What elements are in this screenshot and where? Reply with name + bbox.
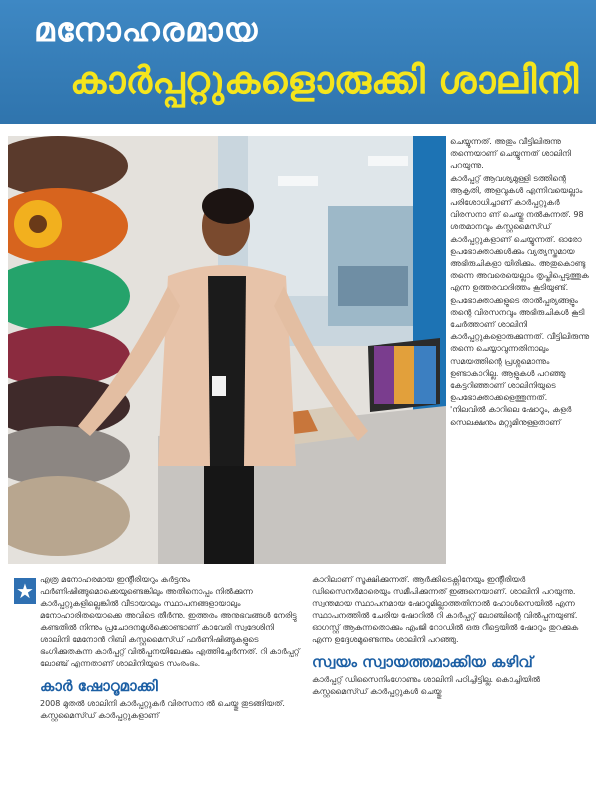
left-bottom-column: [40, 574, 302, 722]
intro-paragraph: എത്ര മനോഹരമായ ഇന്റീരിയറും കർട്ടനും ഫർണിഷിങ്ങുമൊക്കെയുണ്ടെങ്കിലും അതിനൊപ്പം നിൽക്കുന്ന കാർപ്പറ്റുകളില്ലെങ്കിൽ വീടായാലും സ്ഥാപനങ്ങളായാലും മനോഹാരിതയൊക്കെ അവിടെ തീർന്നു. ഇത്തരം അനുഭവങ്ങൾ നേരിട്ടു കണ്ടതിൽ നിന്നും പ്രചോദനമുൾക്കൊണ്ടാണ് കാവേരി സ്വദേശിനി ശാലിനി മേനോൻ റിബി കസ്റ്റമൈസ്ഡ് ഫർണിഷിങ്ങുകളുടെ ഭംഗിക്കുതകുന്ന കാർപ്പറ്റ് വിൽപ്പനയിലേക്കും എത്തിച്ചേർന്നത്. റി കാർപ്പറ്റ് ലോഞ്ച് എന്നതാണ് ശാലിനിയുടെ സംരംഭം.: [40, 575, 300, 668]
photo-illustration: [8, 136, 446, 564]
right-paragraph-2: കാർപ്പറ്റ് ആവശ്യമുള്ളി ടത്തിന്റെ ആകൃതി, അളവുകൾ എന്നിവയെല്ലാം പരിശോധിച്ചാണ് കാർപ്പറ്റുകർ വിരസനാ ണ് ചെയ്തു നൽകുന്നത്. 98 ശതമാനവും കസ്റ്റമൈസ്ഡ് കാർപ്പറ്റുകളാണ് ചെയ്യുന്നത്. ഓരോ ഉപഭോക്താക്കൾക്കും വ്യത്യസ്തമായ അഭിരുചികളാ യിരിക്കും. അതുകൊണ്ടു തന്നെ അവരെയെല്ലാം തൃപ്തിപ്പെടുത്തുക എന്ന ഉത്തരവാദിത്തം കൂടിയുണ്ട്. ഉപഭോക്താക്കളുടെ താൽപ്പര്യങ്ങളും തന്റെ വിരസനവും അഭിരുചികൾ കൂടി ചേർത്താണ് ശാലിനി കാർപ്പറ്റുകളൊരുക്കുന്നത്. വീട്ടിലിരുന്നു തന്നെ ചെയ്യാവുന്നതിനാലും സമയത്തിന്റെ പ്രശ്നമൊന്നും ഉണ്ടാകാറില്ല. ആളുകൾ പറഞ്ഞു കേട്ടറിഞ്ഞാണ് ശാലിനിയുടെ ഉപഭോക്താക്കളെത്തുന്നത്.: [450, 173, 590, 403]
headline-line-1: മനോഹരമായ: [34, 10, 259, 49]
headline-banner: [0, 0, 596, 124]
article-photo: [8, 136, 446, 564]
right-paragraph-3: 'നിലവിൽ കാറിലെ ഷോറൂം, കളർ സെലക്ഷനും മറ്റുമിനുള്ളതാണ്: [450, 405, 572, 427]
right-bottom-column: [312, 574, 590, 698]
right-after-paragraph: കാർപ്പറ്റ് ഡിസൈനിംഗോണും ശാലിനി പഠിച്ചിട്ടില്ല. കൊച്ചിയിൽ കസ്റ്റമൈസ്ഡ് കാർപ്പറ്റുകൾ ചെയ്തു: [312, 675, 541, 696]
right-column-text: [450, 136, 590, 429]
subhead-left: കാർ ഷോറൂമാക്കി: [40, 677, 158, 695]
headline-line-2: കാർപ്പറ്റുകളൊരുക്കി ശാലിനി: [70, 58, 579, 102]
star-icon: ★: [14, 578, 36, 604]
right-paragraph-1: ചെയ്യുന്നത്. അതും വീട്ടിലിരുന്നു തന്നെയാണ് ചെയ്യുന്നത് ശാലിനി പറയുന്നു.: [450, 137, 571, 171]
subhead-right: സ്വയം സ്വായത്തമാക്കിയ കഴിവ്: [312, 653, 533, 671]
left-after-paragraph: 2008 മുതൽ ശാലിനി കാർപ്പറ്റുകർ വിരസനാ ൽ ചെയ്തു തുടങ്ങിയത്. കസ്റ്റമൈസ്ഡ് കാർപ്പറ്റുകളാണ്: [40, 699, 285, 720]
right-bottom-paragraph: കാറിലാണ് സൂക്ഷിക്കുന്നത്. ആർക്കിടെക്റ്റിനേയും ഇന്റീരിയർ ഡിസൈനർമാരെയും സമീപിക്കുന്നത് ഇങ്ങനെയാണ്. ശാലിനി പറയുന്നു. സ്വന്തമായ സ്ഥാപനമായ ഷോറൂമില്ലാത്തതിനാൽ ഹോൾസെയിൽ എന്ന സ്ഥാപനത്തിൽ ചേരിയ ഷോറിൽ റി കാർപ്പറ്റ് ലോഞ്ചിന്റെ വിൽപ്പനയുണ്ട്. ഓഗസ്റ്റ് ആകുന്നതൊക്കും എംജി റോഡിൽ ഒരു റീട്ടെയിൽ ഷോറും തുറക്കുക എന്ന ഉദ്ദേശമുണ്ടെന്നും ശാലിനി പറഞ്ഞു.: [312, 575, 579, 644]
